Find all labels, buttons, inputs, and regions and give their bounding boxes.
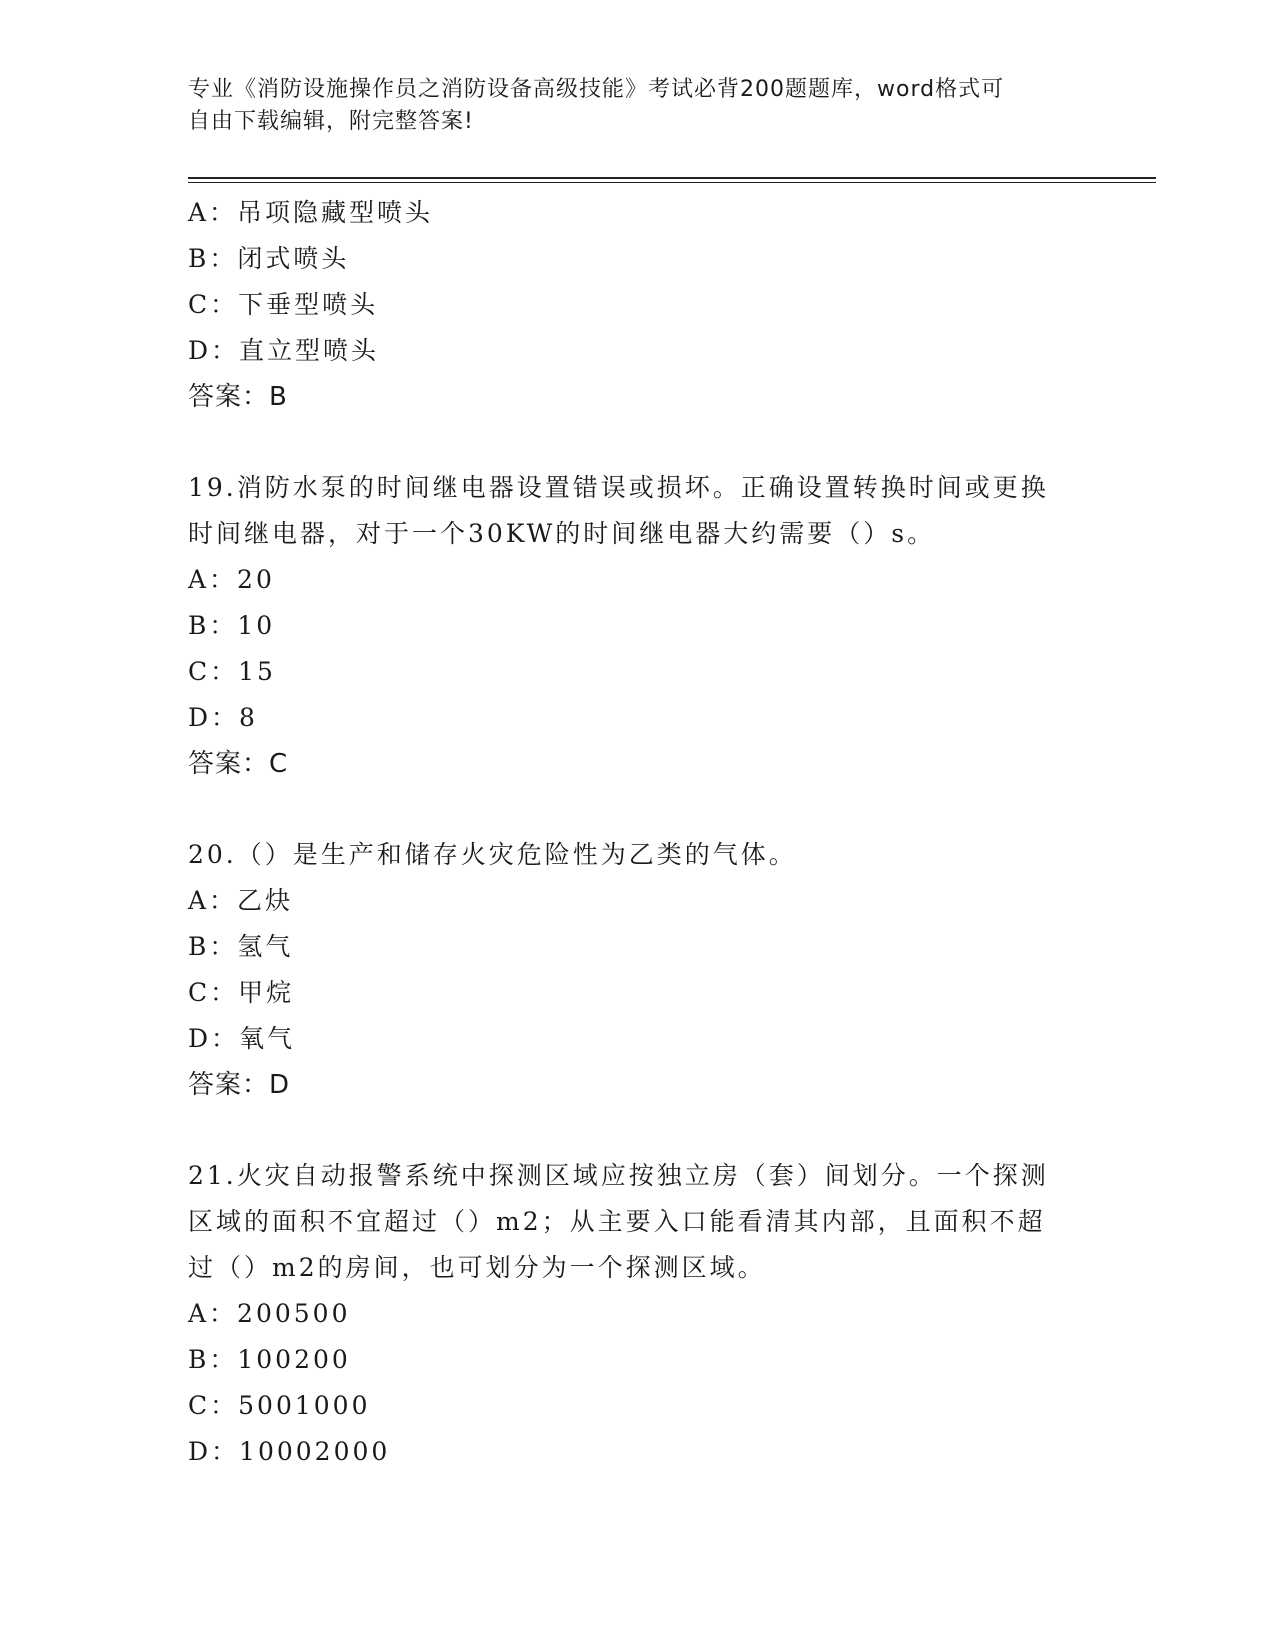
question-stem-line: 19.消防水泵的时间继电器设置错误或损坏。正确设置转换时间或更换 xyxy=(188,473,1049,502)
header-line-2: 自由下载编辑，附完整答案! xyxy=(188,109,474,134)
option-b: B：10 xyxy=(188,611,276,640)
header-line-1: 专业《消防设施操作员之消防设备高级技能》考试必背200题题库，word格式可 xyxy=(188,77,1005,102)
option-d: D：8 xyxy=(188,703,258,732)
question-20 xyxy=(188,832,1088,1108)
option-d: D：氧气 xyxy=(188,1024,296,1053)
option-a: A：20 xyxy=(188,565,275,594)
document-body xyxy=(188,190,1088,1475)
option-c: C：甲烷 xyxy=(188,978,295,1007)
spacer xyxy=(188,1108,1088,1153)
question-stem-line: 20.（）是生产和储存火灾危险性为乙类的气体。 xyxy=(188,840,797,869)
answer: 答案：C xyxy=(188,749,289,779)
option-b: B：100200 xyxy=(188,1345,351,1374)
option-b: B：氢气 xyxy=(188,932,294,961)
page-header xyxy=(188,74,1088,138)
answer: 答案：B xyxy=(188,382,288,412)
option-b: B：闭式喷头 xyxy=(188,244,350,273)
option-d: D：10002000 xyxy=(188,1437,391,1466)
spacer xyxy=(188,787,1088,832)
header-divider-thin xyxy=(188,182,1156,183)
question-stem-line: 过（）m2的房间，也可划分为一个探测区域。 xyxy=(188,1253,766,1282)
header-divider-thick xyxy=(188,177,1156,179)
question-stem-line: 区域的面积不宜超过（）m2；从主要入口能看清其内部，且面积不超 xyxy=(188,1207,1046,1236)
question-stem-line: 21.火灾自动报警系统中探测区域应按独立房（套）间划分。一个探测 xyxy=(188,1161,1049,1190)
option-c: C：15 xyxy=(188,657,276,686)
question-stem-line: 时间继电器，对于一个30KW的时间继电器大约需要（）s。 xyxy=(188,519,936,548)
option-a: A：乙炔 xyxy=(188,886,294,915)
option-c: C：5001000 xyxy=(188,1391,371,1420)
option-a: A：200500 xyxy=(188,1299,351,1328)
question-21 xyxy=(188,1153,1088,1475)
answer: 答案：D xyxy=(188,1070,291,1100)
option-a: A：吊项隐藏型喷头 xyxy=(188,198,434,227)
spacer xyxy=(188,420,1088,465)
question-19 xyxy=(188,465,1088,787)
option-c: C：下垂型喷头 xyxy=(188,290,379,319)
option-d: D：直立型喷头 xyxy=(188,336,380,365)
question-18 xyxy=(188,190,1088,420)
